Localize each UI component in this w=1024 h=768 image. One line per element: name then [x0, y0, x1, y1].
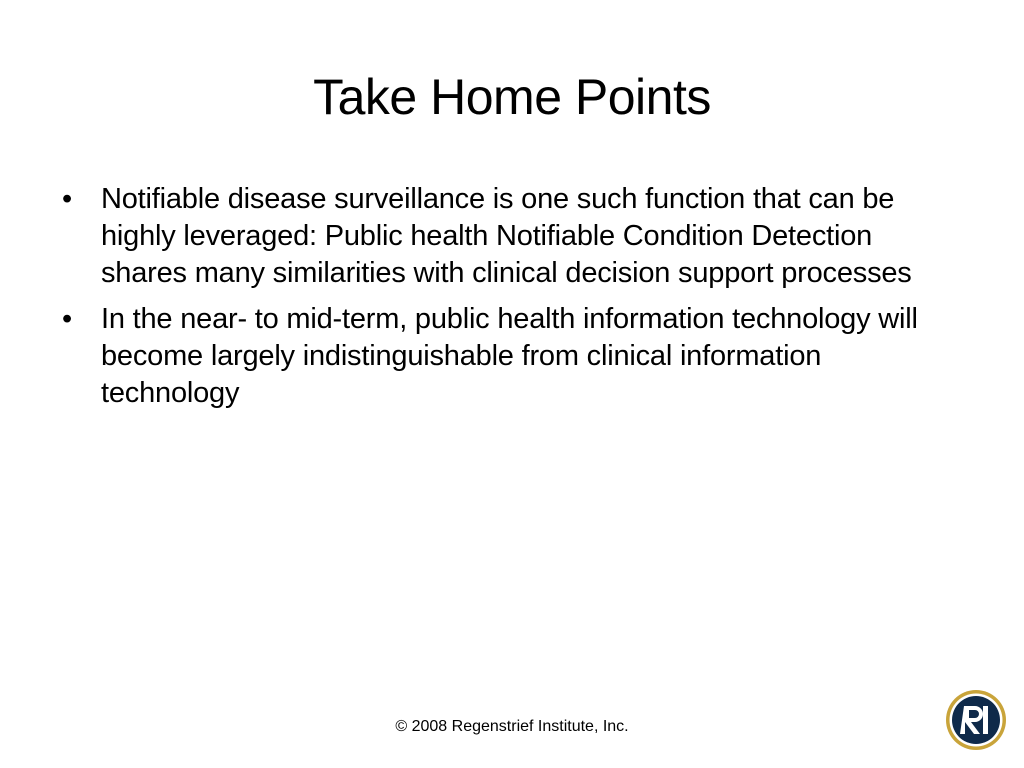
bullet-dot-icon: • [62, 183, 72, 215]
bullet-item [60, 301, 960, 412]
copyright-footer: © 2008 Regenstrief Institute, Inc. [395, 718, 629, 735]
bullet-text: Notifiable disease surveillance is one such function that can be highly leveraged: Public health Notifiable Condition Detection shares many similarities with clinical decision support processes [101, 183, 912, 289]
bullet-text: In the near- to mid-term, public health information technology will become largely indistinguishable from clinical information technology [101, 303, 918, 409]
bullet-dot-icon: • [62, 303, 72, 335]
bullet-item [60, 181, 960, 292]
regenstrief-ri-logo-icon [944, 688, 1008, 752]
bullet-list [60, 181, 960, 421]
slide-title: Take Home Points [313, 69, 711, 125]
